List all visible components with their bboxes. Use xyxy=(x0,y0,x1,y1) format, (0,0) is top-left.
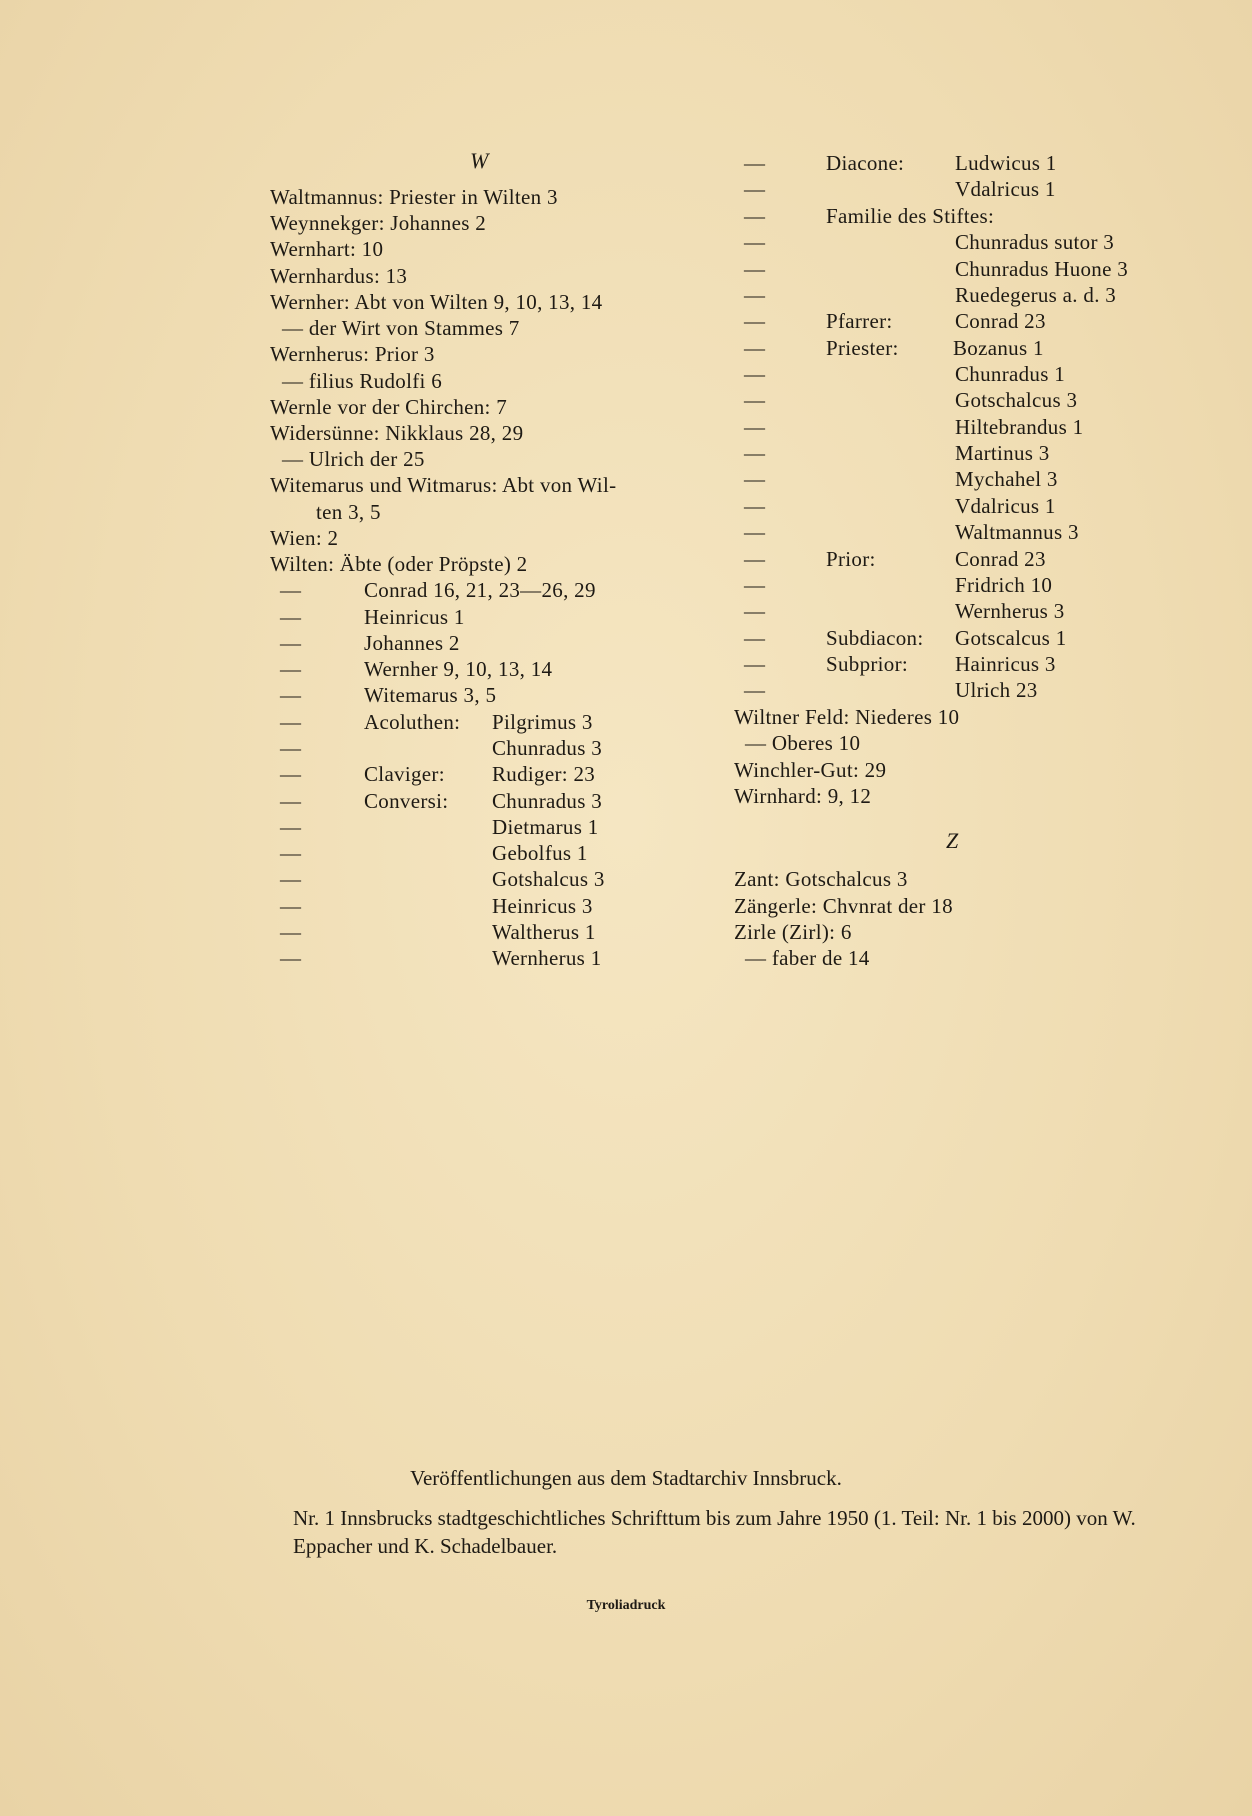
table-label: Conversi: xyxy=(364,789,449,813)
table-name: Heinricus 3 xyxy=(492,894,593,918)
dash: — xyxy=(280,683,302,707)
dash: — xyxy=(744,230,766,254)
printer-imprint: Tyroliadruck xyxy=(586,1598,666,1613)
publication-note: Nr. 1 Innsbrucks stadtgeschichtliches Schrifttum bis zum Jahre 1950 (1. Teil: Nr. 1 bis 2000) von W. Eppacher und K. Schadelbauer. xyxy=(293,1506,1136,1558)
table-label: Acoluthen: xyxy=(364,710,461,734)
table-name: Chunradus 1 xyxy=(955,362,1066,386)
table-name: Hiltebrandus 1 xyxy=(955,415,1084,439)
table-label: Subdiacon: xyxy=(826,626,924,650)
table-name: Martinus 3 xyxy=(955,441,1050,465)
index-entry: Widersünne: Nikklaus 28, 29 xyxy=(270,421,524,445)
table-label: Pfarrer: xyxy=(826,309,893,333)
dash: — xyxy=(280,605,302,629)
section-heading-z: Z xyxy=(946,828,959,853)
dash: — xyxy=(280,762,302,786)
index-entry: Wien: 2 xyxy=(270,526,339,550)
dash: — xyxy=(744,415,766,439)
dash: — xyxy=(744,441,766,465)
index-entry: — Oberes 10 xyxy=(745,731,861,755)
table-name: Hainricus 3 xyxy=(955,652,1056,676)
index-entry: — Ulrich der 25 xyxy=(282,447,425,471)
table-name: Conrad 16, 21, 23—26, 29 xyxy=(364,578,596,602)
table-name: Rudiger: 23 xyxy=(492,762,596,786)
table-name: Wernherus 3 xyxy=(955,599,1065,623)
index-entry: Wilten: Äbte (oder Pröpste) 2 xyxy=(270,552,528,576)
table-name: Mychahel 3 xyxy=(955,467,1058,491)
dash: — xyxy=(280,789,302,813)
index-entry: Wirnhard: 9, 12 xyxy=(734,784,872,808)
dash: — xyxy=(744,494,766,518)
table-name: Gotschalcus 3 xyxy=(955,388,1078,412)
table-name: Ruedegerus a. d. 3 xyxy=(955,283,1117,307)
index-entry: Weynnekger: Johannes 2 xyxy=(270,211,487,235)
publication-series-title: Veröffentlichungen aus dem Stadtarchiv Innsbruck. xyxy=(410,1466,842,1490)
dash: — xyxy=(744,547,766,571)
dash: — xyxy=(744,652,766,676)
dash: — xyxy=(744,309,766,333)
dash: — xyxy=(744,573,766,597)
dash: — xyxy=(280,894,302,918)
table-name: Gebolfus 1 xyxy=(492,841,588,865)
table-label: Familie des Stiftes: xyxy=(826,204,995,228)
dash: — xyxy=(280,867,302,891)
dash: — xyxy=(280,841,302,865)
table-name: Wernherus 1 xyxy=(492,946,602,970)
dash: — xyxy=(280,920,302,944)
index-entry: Witemarus und Witmarus: Abt von Wil- xyxy=(270,473,617,497)
table-name: Vdalricus 1 xyxy=(955,177,1056,201)
table-name: Gotshalcus 3 xyxy=(492,867,605,891)
index-entry: Waltmannus: Priester in Wilten 3 xyxy=(270,185,558,209)
index-entry: Wernherus: Prior 3 xyxy=(270,342,435,366)
dash: — xyxy=(744,388,766,412)
table-name: Chunradus 3 xyxy=(492,736,603,760)
dash: — xyxy=(744,283,766,307)
dash: — xyxy=(744,177,766,201)
table-name: Conrad 23 xyxy=(955,309,1046,333)
index-entry: — filius Rudolfi 6 xyxy=(282,369,442,393)
index-entry: Zirle (Zirl): 6 xyxy=(734,920,852,944)
dash: — xyxy=(280,578,302,602)
index-entry: Wernhardus: 13 xyxy=(270,264,408,288)
table-name: Vdalricus 1 xyxy=(955,494,1056,518)
dash: — xyxy=(280,710,302,734)
table-name: Johannes 2 xyxy=(364,631,460,655)
table-name: Wernher 9, 10, 13, 14 xyxy=(364,657,553,681)
table-label: Claviger: xyxy=(364,762,445,786)
index-entry: Wiltner Feld: Niederes 10 xyxy=(734,705,960,729)
table-name: Gotscalcus 1 xyxy=(955,626,1067,650)
table-name: Dietmarus 1 xyxy=(492,815,599,839)
dash: — xyxy=(744,362,766,386)
index-entry: Zängerle: Chvnrat der 18 xyxy=(734,894,953,918)
table-name: Bozanus 1 xyxy=(953,336,1044,360)
dash: — xyxy=(744,520,766,544)
dash: — xyxy=(744,678,766,702)
dash: — xyxy=(280,631,302,655)
dash: — xyxy=(280,946,302,970)
table-name: Chunradus sutor 3 xyxy=(955,230,1115,254)
index-entry: — faber de 14 xyxy=(745,946,870,970)
dash: — xyxy=(744,336,766,360)
index-entry: ten 3, 5 xyxy=(316,500,381,524)
dash: — xyxy=(744,257,766,281)
index-entry: Wernle vor der Chirchen: 7 xyxy=(270,395,508,419)
dash: — xyxy=(280,657,302,681)
index-entry: Wernhart: 10 xyxy=(270,237,384,261)
dash: — xyxy=(744,626,766,650)
dash: — xyxy=(744,599,766,623)
index-entry: Winchler-Gut: 29 xyxy=(734,758,887,782)
table-name: Waltherus 1 xyxy=(492,920,596,944)
table-name: Pilgrimus 3 xyxy=(492,710,593,734)
table-label: Prior: xyxy=(826,547,876,571)
dash: — xyxy=(280,736,302,760)
table-name: Chunradus Huone 3 xyxy=(955,257,1129,281)
index-entry: — der Wirt von Stammes 7 xyxy=(282,316,520,340)
table-name: Waltmannus 3 xyxy=(955,520,1079,544)
table-label: Priester: xyxy=(826,336,899,360)
table-name: Ulrich 23 xyxy=(955,678,1038,702)
section-heading-w: W xyxy=(470,148,489,173)
dash: — xyxy=(744,467,766,491)
table-label: Diacone: xyxy=(826,151,905,175)
index-entry: Wernher: Abt von Wilten 9, 10, 13, 14 xyxy=(270,290,603,314)
table-name: Heinricus 1 xyxy=(364,605,465,629)
dash: — xyxy=(744,151,766,175)
table-name: Conrad 23 xyxy=(955,547,1046,571)
table-name: Ludwicus 1 xyxy=(955,151,1057,175)
index-entry: Zant: Gotschalcus 3 xyxy=(734,867,908,891)
table-label: Subprior: xyxy=(826,652,909,676)
table-name: Chunradus 3 xyxy=(492,789,603,813)
table-name: Fridrich 10 xyxy=(955,573,1053,597)
dash: — xyxy=(280,815,302,839)
dash: — xyxy=(744,204,766,228)
table-name: Witemarus 3, 5 xyxy=(364,683,497,707)
